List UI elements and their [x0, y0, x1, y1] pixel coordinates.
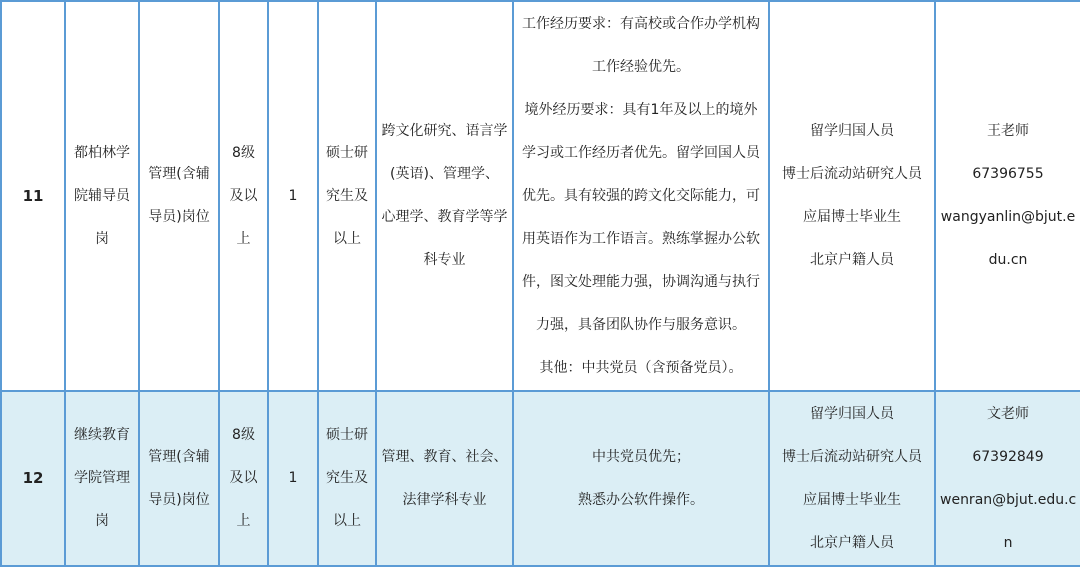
table-row — [1, 391, 1080, 566]
major-requirement-cell — [376, 391, 513, 566]
education-requirement-line: 究生及 — [326, 470, 368, 486]
other-requirements-line: 工作经历要求：有高校或合作办学机构 — [522, 15, 760, 32]
table-row — [1, 1, 1080, 391]
position-name-cell — [65, 1, 139, 391]
position-level-line: 及以 — [229, 187, 258, 204]
hire-count-cell — [268, 391, 318, 566]
contact-info-line: 67396755 — [972, 166, 1044, 182]
major-requirement-cell — [376, 1, 513, 391]
contact-info-line: wenran@bjut.edu.c — [940, 491, 1077, 508]
other-requirements-line: 工作经验优先。 — [592, 58, 690, 75]
applicant-types-line: 应届博士毕业生 — [803, 209, 901, 225]
hire-count-line: 1 — [288, 470, 298, 486]
applicant-types-line: 博士后流动站研究人员 — [782, 166, 922, 182]
position-category-cell — [139, 391, 219, 566]
contact-info-line: n — [1003, 534, 1013, 551]
position-category-cell — [139, 1, 219, 391]
position-category-line: 管理(含辅 — [148, 448, 210, 465]
contact-info-line: du.cn — [988, 252, 1028, 268]
applicant-types-line: 应届博士毕业生 — [803, 491, 901, 508]
applicant-types-cell — [769, 1, 935, 391]
position-name-line: 都柏林学 — [74, 144, 130, 161]
applicant-types-line: 留学归国人员 — [810, 405, 894, 422]
position-level-cell — [219, 391, 268, 566]
education-requirement-line: 以上 — [333, 230, 361, 247]
position-level-line: 8级 — [232, 427, 255, 443]
row-number-line: 12 — [22, 469, 44, 487]
education-requirement-line: 硕士研 — [326, 144, 368, 161]
other-requirements-line: 熟悉办公软件操作。 — [578, 491, 704, 508]
education-requirement-line: 以上 — [333, 513, 361, 529]
position-name-line: 岗 — [95, 513, 109, 529]
contact-info-cell — [935, 391, 1080, 566]
position-level-line: 及以 — [229, 470, 258, 486]
contact-info-line: 67392849 — [972, 448, 1044, 465]
position-name-cell — [65, 391, 139, 566]
other-requirements-line: 优先。具有较强的跨文化交际能力，可 — [522, 187, 760, 204]
other-requirements-line: 其他：中共党员（含预备党员）。 — [539, 359, 743, 376]
major-requirement-line: 法律学科专业 — [402, 491, 487, 508]
major-requirement-line: (英语)、管理学、 — [390, 166, 499, 182]
major-requirement-line: 管理、教育、社会、 — [381, 448, 508, 465]
applicant-types-cell — [769, 391, 935, 566]
contact-info-line: wangyanlin@bjut.e — [940, 209, 1076, 225]
applicant-types-line: 博士后流动站研究人员 — [782, 448, 922, 465]
position-category-line: 导员)岗位 — [148, 491, 210, 508]
education-requirement-cell — [318, 391, 376, 566]
position-category-line: 管理(含辅 — [148, 166, 210, 182]
contact-info-line: 文老师 — [987, 405, 1029, 422]
other-requirements-line: 用英语作为工作语言。熟练掌握办公软 — [522, 230, 760, 247]
row-number-cell — [1, 1, 65, 391]
major-requirement-line: 跨文化研究、语言学 — [381, 123, 508, 139]
other-requirements-line: 中共党员优先； — [592, 448, 690, 465]
applicant-types-line: 北京户籍人员 — [810, 534, 894, 551]
position-level-cell — [219, 1, 268, 391]
applicant-types-line: 留学归国人员 — [810, 123, 894, 139]
position-name-line: 继续教育 — [74, 427, 130, 443]
position-name-line: 学院管理 — [74, 470, 130, 486]
applicant-types-line: 北京户籍人员 — [810, 252, 894, 268]
other-requirements-line: 力强，具备团队协作与服务意识。 — [536, 316, 746, 333]
contact-info-cell — [935, 1, 1080, 391]
hire-count-line: 1 — [288, 187, 298, 204]
education-requirement-line: 究生及 — [326, 187, 368, 204]
hire-count-cell — [268, 1, 318, 391]
position-level-line: 上 — [236, 513, 251, 529]
education-requirement-cell — [318, 1, 376, 391]
education-requirement-line: 硕士研 — [326, 427, 368, 443]
position-name-line: 院辅导员 — [74, 187, 130, 204]
contact-info-line: 王老师 — [987, 123, 1029, 139]
other-requirements-line: 学习或工作经历者优先。留学回国人员 — [522, 144, 760, 161]
row-number-cell — [1, 391, 65, 566]
position-level-line: 8级 — [232, 144, 255, 161]
other-requirements-cell — [513, 1, 769, 391]
major-requirement-line: 科专业 — [423, 252, 466, 268]
other-requirements-line: 件，图文处理能力强，协调沟通与执行 — [522, 273, 760, 290]
other-requirements-line: 境外经历要求：具有1年及以上的境外 — [524, 101, 758, 118]
position-name-line: 岗 — [95, 230, 109, 247]
position-category-line: 导员)岗位 — [148, 209, 210, 225]
major-requirement-line: 心理学、教育学等学 — [381, 209, 508, 225]
other-requirements-cell — [513, 391, 769, 566]
row-number-line: 11 — [22, 186, 44, 205]
position-level-line: 上 — [236, 230, 251, 247]
